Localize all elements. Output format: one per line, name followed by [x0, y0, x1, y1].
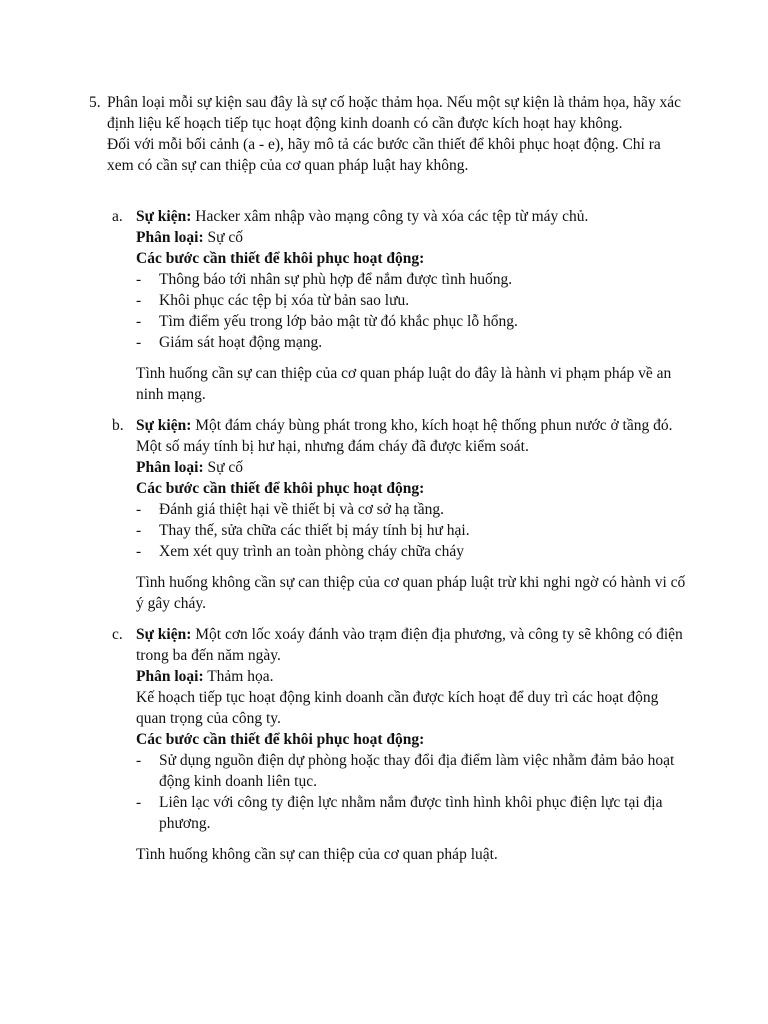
conclusion-text: Tình huống cần sự can thiệp của cơ quan pháp luật do đây là hành vi phạm pháp về an ninh mạng.: [136, 365, 672, 403]
conclusion-text: Tình huống không cần sự can thiệp của cơ quan pháp luật.: [136, 846, 498, 863]
question-instruction: Đối với mỗi bối cảnh (a - e), hãy mô tả các bước cần thiết để khôi phục hoạt động. Chỉ ra xem có cần sự can thiệp của cơ quan pháp luật hay không.: [107, 136, 661, 174]
event-label: Sự kiện:: [136, 626, 192, 643]
question-intro: Phân loại mỗi sự kiện sau đây là sự cố hoặc thảm họa. Nếu một sự kiện là thảm họa, hãy xác định liệu kế hoạch tiếp tục hoạt động kinh doanh có cần được kích hoạt hay không.: [107, 94, 682, 132]
question-number: 5.: [89, 94, 101, 111]
scenario-b: [112, 415, 690, 614]
event-line: [136, 206, 690, 227]
step-item: - Thông báo tới nhân sự phù hợp để nắm được tình huống.: [136, 271, 513, 288]
step-item: - Khôi phục các tệp bị xóa từ bản sao lưu.: [136, 292, 410, 309]
event-label: Sự kiện:: [136, 417, 192, 434]
steps-heading: Các bước cần thiết để khôi phục hoạt động:: [136, 480, 425, 497]
scenario-letter: b.: [112, 417, 124, 434]
step-item: - Liên lạc với công ty điện lực nhằm nắm được tình hình khôi phục điện lực tại địa phương.: [136, 794, 663, 832]
scenario-c: [112, 624, 690, 865]
step-item: - Tìm điểm yếu trong lớp bảo mật từ đó khắc phục lỗ hổng.: [136, 313, 518, 330]
event-text: Hacker xâm nhập vào mạng công ty và xóa các tệp từ máy chủ.: [191, 208, 589, 225]
classification-text: Sự cố: [203, 229, 244, 246]
classification-line: [136, 666, 690, 687]
event-line: [136, 624, 690, 666]
classification-label: Phân loại:: [136, 459, 204, 476]
steps-heading: Các bước cần thiết để khôi phục hoạt động:: [136, 250, 425, 267]
activation-note: Kế hoạch tiếp tục hoạt động kinh doanh cần được kích hoạt để duy trì các hoạt động quan trọng của công ty.: [136, 689, 659, 727]
step-item: - Sử dụng nguồn điện dự phòng hoặc thay đổi địa điểm làm việc nhằm đảm bảo hoạt động kinh doanh liên tục.: [136, 752, 675, 790]
question-5: [89, 92, 689, 176]
step-item: - Xem xét quy trình an toàn phòng cháy chữa cháy: [136, 543, 464, 560]
scenario-list: [112, 206, 690, 865]
step-item: - Giám sát hoạt động mạng.: [136, 334, 323, 351]
event-line: [136, 415, 690, 457]
scenario-letter: a.: [112, 208, 123, 225]
classification-text: Sự cố: [203, 459, 244, 476]
classification-line: [136, 457, 690, 478]
conclusion-text: Tình huống không cần sự can thiệp của cơ quan pháp luật trừ khi nghi ngờ có hành vi cố ý gây cháy.: [136, 574, 686, 612]
event-text: Một đám cháy bùng phát trong kho, kích hoạt hệ thống phun nước ở tầng đó. Một số máy tính bị hư hại, nhưng đám cháy đã được kiểm soát.: [136, 417, 673, 455]
event-label: Sự kiện:: [136, 208, 192, 225]
classification-label: Phân loại:: [136, 229, 204, 246]
steps-heading: Các bước cần thiết để khôi phục hoạt động:: [136, 731, 425, 748]
scenario-letter: c.: [112, 626, 123, 643]
step-item: - Thay thế, sửa chữa các thiết bị máy tính bị hư hại.: [136, 522, 470, 539]
scenario-a: [112, 206, 690, 405]
classification-line: [136, 227, 690, 248]
classification-label: Phân loại:: [136, 668, 204, 685]
step-item: - Đánh giá thiệt hại về thiết bị và cơ sở hạ tầng.: [136, 501, 444, 518]
classification-text: Thảm họa.: [203, 668, 274, 685]
event-text: Một cơn lốc xoáy đánh vào trạm điện địa phương, và công ty sẽ không có điện trong ba đến năm ngày.: [136, 626, 683, 664]
